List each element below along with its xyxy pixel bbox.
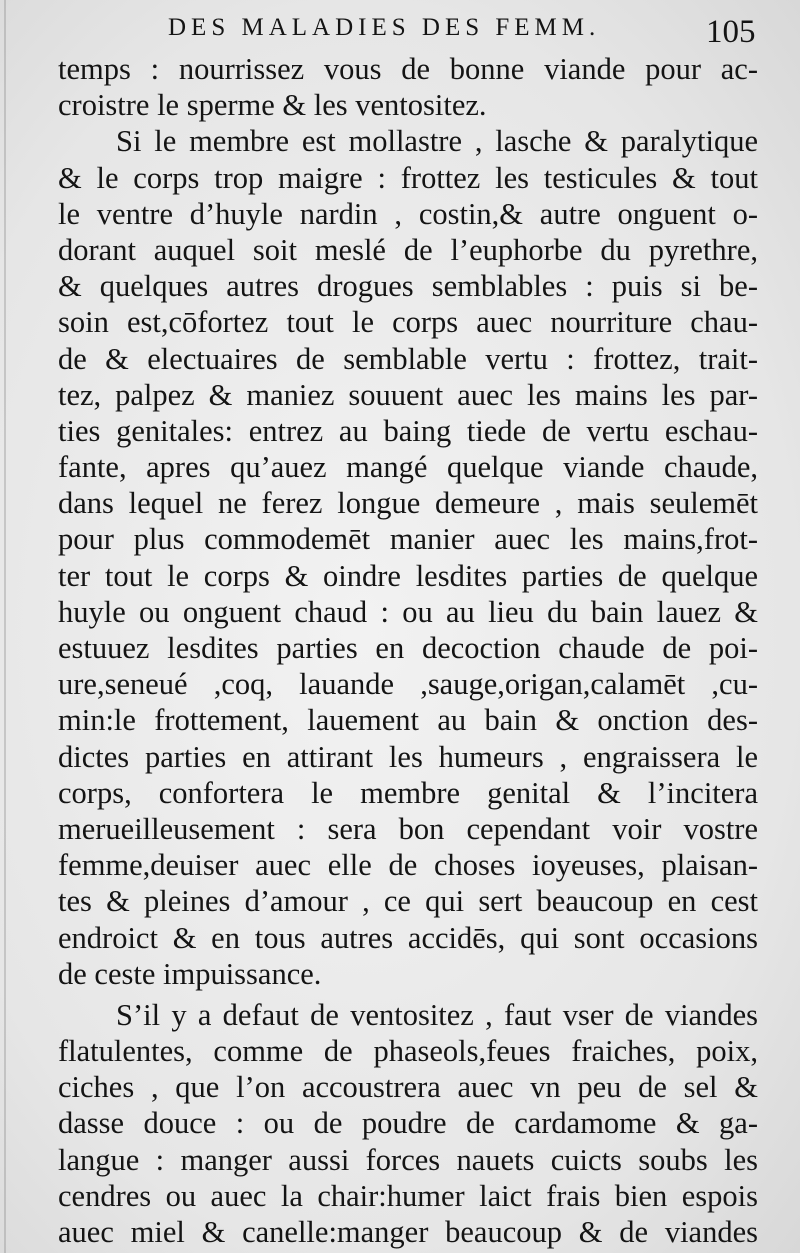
text-line: corps, confortera le membre genital & l’incitera: [58, 775, 758, 810]
text-line: & quelques autres drogues semblables : puis si be-: [58, 269, 758, 304]
text-line: ure,seneué ,coq, lauande ,sauge,origan,calamēt ,cu-: [58, 667, 758, 702]
text-line: endroict & en tous autres accidēs, qui sont occasions: [58, 920, 758, 955]
text-line: de ceste impuissance.: [58, 956, 322, 991]
text-line: dorant auquel soit meslé de l’euphorbe du pyrethre,: [58, 232, 758, 267]
text-line: dans lequel ne ferez longue demeure , mais seulemēt: [58, 486, 758, 521]
text-line: fante, apres qu’auez mangé quelque viande chaude,: [58, 450, 758, 485]
text-line: croistre le sperme & les ventositez.: [58, 88, 487, 123]
text-line: Si le membre est mollastre , lasche & paralytique: [116, 124, 758, 159]
text-line: estuuez lesdites parties en decoction chaude de poi-: [58, 631, 758, 665]
text-line: le ventre d’huyle nardin , costin,& autre onguent o-: [58, 196, 758, 231]
text-line: temps : nourrissez vous de bonne viande pour ac-: [58, 52, 758, 86]
text-line: tes & pleines d’amour , ce qui sert beaucoup en cest: [58, 884, 758, 919]
text-line: femme,deuiser auec elle de choses ioyeuses, plaisan-: [58, 848, 758, 883]
text-line: ter tout le corps & oindre lesdites parties de quelque: [58, 558, 758, 593]
text-line: ciches , que l’on accoustrera auec vn peu de sel &: [58, 1070, 758, 1105]
text-line: tez, palpez & maniez souuent auec les mains les par-: [58, 377, 758, 412]
text-line: dasse douce : ou de poudre de cardamome & ga-: [58, 1106, 758, 1141]
text-line: min:le frottement, lauement au bain & onction des-: [58, 703, 758, 738]
text-line: langue : manger aussi forces nauets cuicts soubs les: [58, 1142, 758, 1177]
text-line: dictes parties en attirant les humeurs , engraissera le: [58, 739, 758, 774]
text-line: S’il y a defaut de ventositez , faut vser de viandes: [116, 997, 758, 1032]
text-line: ties genitales: entrez au baing tiede de vertu eschau-: [58, 413, 758, 448]
running-header: DES MALADIES DES FEMM.: [168, 14, 601, 41]
text-line: pour plus commodemēt manier auec les mains,frot-: [58, 522, 758, 557]
text-line: cendres ou auec la chair:humer laict frais bien espois: [58, 1178, 758, 1213]
page-number: 105: [706, 14, 756, 50]
text-line: & le corps trop maigre : frottez les testicules & tout: [58, 160, 758, 195]
text-line: de & electuaires de semblable vertu : frottez, trait-: [58, 341, 758, 376]
text-line: soin est,cōfortez tout le corps auec nourriture chau-: [58, 305, 758, 340]
body-text: [58, 51, 758, 1250]
text-line: flatulentes, comme de phaseols,feues fraiches, poix,: [58, 1034, 758, 1069]
text-line: huyle ou onguent chaud : ou au lieu du bain lauez &: [58, 594, 758, 629]
page-gutter-shadow: [4, 0, 6, 1253]
text-line: merueilleusement : sera bon cependant voir vostre: [58, 811, 758, 846]
text-line: auec miel & canelle:manger beaucoup & de viandes: [58, 1215, 758, 1249]
